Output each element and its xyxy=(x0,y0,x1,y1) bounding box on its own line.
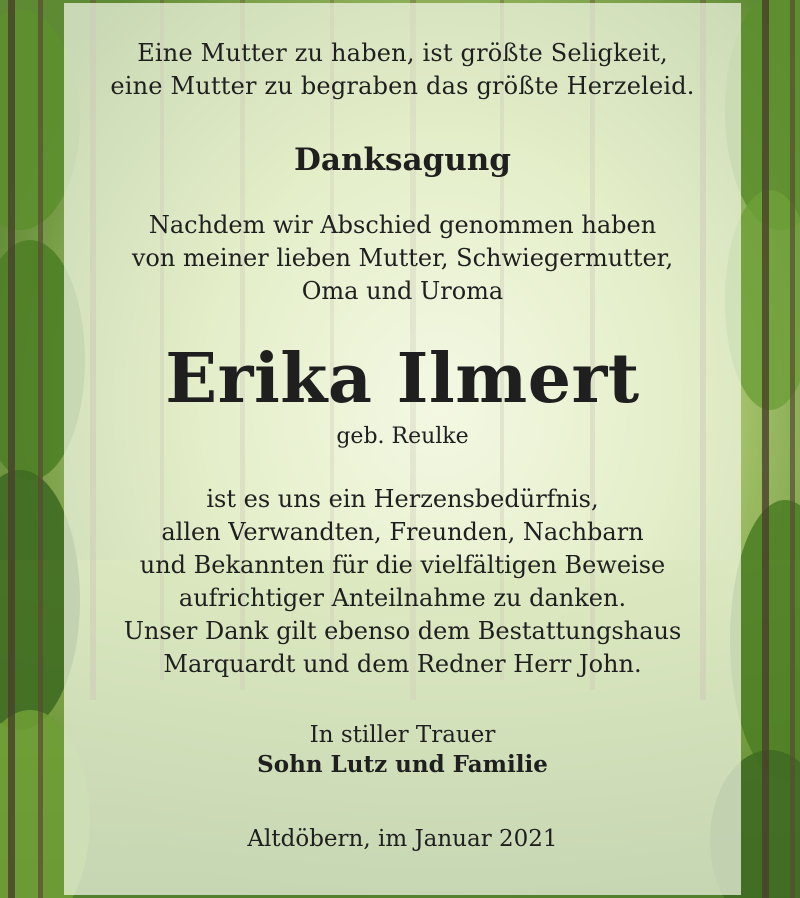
maiden-name: geb. Reulke xyxy=(336,424,469,449)
thanks-line: Marquardt und dem Redner Herr John. xyxy=(163,650,642,678)
thanks-line: allen Verwandten, Freunden, Nachbarn xyxy=(161,518,644,546)
motto-line: Eine Mutter zu haben, ist größte Seligkeit, xyxy=(137,39,668,67)
thanks-line: aufrichtiger Anteilnahme zu danken. xyxy=(178,584,627,612)
thanks-line: Unser Dank gilt ebenso dem Bestattungshaus xyxy=(123,617,682,645)
thanks-text xyxy=(64,483,741,681)
heading: Danksagung xyxy=(294,142,511,178)
motto-quote xyxy=(64,37,741,103)
intro-text xyxy=(64,209,741,308)
intro-line: von meiner lieben Mutter, Schwiegermutter, xyxy=(131,244,674,272)
place-date: Altdöbern, im Januar 2021 xyxy=(247,826,558,852)
intro-line: Nachdem wir Abschied genommen haben xyxy=(148,211,657,239)
mourning-text: In stiller Trauer xyxy=(309,722,496,748)
motto-line: eine Mutter zu begraben das größte Herzeleid. xyxy=(110,72,695,100)
intro-line: Oma und Uroma xyxy=(301,277,504,305)
notice-content xyxy=(64,3,741,895)
family-signature: Sohn Lutz und Familie xyxy=(257,751,548,778)
thanks-line: ist es uns ein Herzensbedürfnis, xyxy=(206,485,599,513)
deceased-name: Erika Ilmert xyxy=(165,339,640,419)
thanks-line: und Bekannten für die vielfältigen Beweise xyxy=(139,551,666,579)
